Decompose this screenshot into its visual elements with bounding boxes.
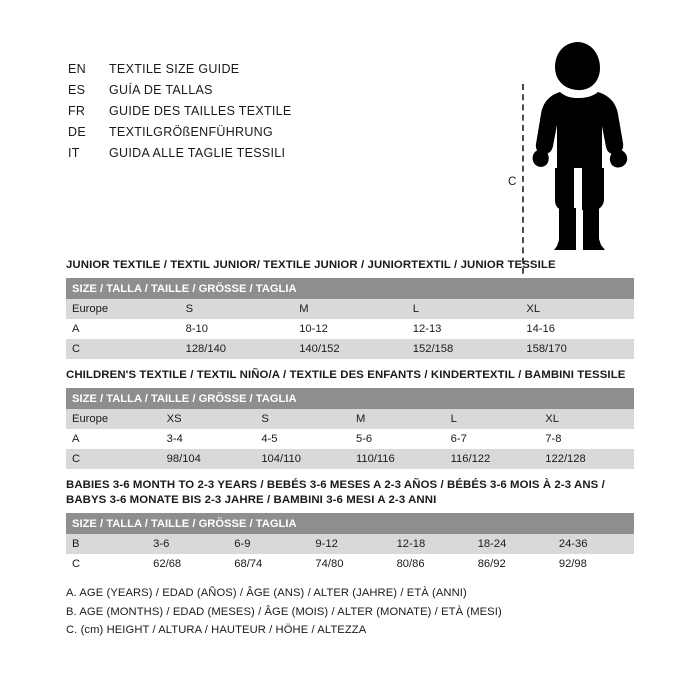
section-babies-textile: [66, 478, 634, 574]
section-children-textile: [66, 368, 634, 469]
cell: XL: [520, 299, 634, 319]
table-junior-sizes: [66, 278, 634, 359]
table-row: [66, 299, 634, 319]
legend-item-a: A. AGE (YEARS) / EDAD (AÑOS) / ÂGE (ANS) / ALTER (JAHRE) / ETÀ (ANNI): [66, 587, 467, 599]
cell: M: [350, 409, 445, 429]
cell: M: [293, 299, 407, 319]
child-silhouette-icon: [530, 40, 640, 255]
cell: 98/104: [161, 449, 256, 469]
language-text-de: TEXTILGRÖßENFÜHRUNG: [109, 125, 274, 139]
table-children-sizes: [66, 388, 634, 469]
language-text-en: TEXTILE SIZE GUIDE: [109, 62, 240, 76]
cell: 9-12: [309, 534, 390, 554]
section-junior-textile: [66, 258, 634, 359]
cell: 104/110: [255, 449, 350, 469]
cell: XL: [539, 409, 634, 429]
height-measure-label: C: [508, 176, 517, 188]
cell: 10-12: [293, 319, 407, 339]
language-code-en: EN: [68, 62, 86, 76]
row-label: B: [66, 534, 147, 554]
section-title-junior: JUNIOR TEXTILE / TEXTIL JUNIOR/ TEXTILE JUNIOR / JUNIORTEXTIL / JUNIOR TESSILE: [66, 259, 556, 271]
language-text-es: GUÍA DE TALLAS: [109, 83, 213, 97]
cell: 122/128: [539, 449, 634, 469]
table-row-header: [66, 513, 634, 534]
cell: 18-24: [472, 534, 553, 554]
language-text-fr: GUIDE DES TAILLES TEXTILE: [109, 104, 292, 118]
cell: 12-18: [391, 534, 472, 554]
legend: [66, 584, 502, 640]
language-row-de: [68, 125, 448, 146]
cell: 6-9: [228, 534, 309, 554]
language-row-es: [68, 83, 448, 104]
language-code-de: DE: [68, 125, 86, 139]
section-title-babies: BABIES 3-6 MONTH TO 2-3 YEARS / BEBÉS 3-6 MESES A 2-3 AÑOS / BÉBÉS 3-6 MOIS À 2-3 ANS / BABYS 3-6 MONATE BIS 2-3 JAHRE / BAMBINI 3-6 MESI A 2-3 ANNI: [66, 479, 605, 506]
legend-item-c: C. (cm) HEIGHT / ALTURA / HAUTEUR / HÖHE / ALTEZZA: [66, 624, 367, 636]
cell: 3-4: [161, 429, 256, 449]
cell: XS: [161, 409, 256, 429]
cell: 8-10: [180, 319, 294, 339]
table-header-label: SIZE / TALLA / TAILLE / GRÖSSE / TAGLIA: [66, 278, 634, 299]
cell: 68/74: [228, 554, 309, 574]
cell: 128/140: [180, 339, 294, 359]
cell: 5-6: [350, 429, 445, 449]
row-label: Europe: [66, 409, 161, 429]
table-header-label: SIZE / TALLA / TAILLE / GRÖSSE / TAGLIA: [66, 513, 634, 534]
table-row-header: [66, 278, 634, 299]
cell: 24-36: [553, 534, 634, 554]
language-row-fr: [68, 104, 448, 125]
table-row: [66, 409, 634, 429]
row-label: A: [66, 319, 180, 339]
cell: 3-6: [147, 534, 228, 554]
cell: 62/68: [147, 554, 228, 574]
table-row: [66, 554, 634, 574]
language-code-fr: FR: [68, 104, 86, 118]
cell: 152/158: [407, 339, 521, 359]
cell: S: [255, 409, 350, 429]
section-title-children: CHILDREN'S TEXTILE / TEXTIL NIÑO/A / TEXTILE DES ENFANTS / KINDERTEXTIL / BAMBINI TESSILE: [66, 369, 626, 381]
language-code-it: IT: [68, 146, 80, 160]
legend-item-b: B. AGE (MONTHS) / EDAD (MESES) / ÂGE (MOIS) / ALTER (MONATE) / ETÀ (MESI): [66, 605, 502, 618]
cell: L: [407, 299, 521, 319]
row-label: C: [66, 449, 161, 469]
table-row: [66, 534, 634, 554]
row-label: C: [66, 554, 147, 574]
cell: 4-5: [255, 429, 350, 449]
child-figure: [495, 40, 665, 275]
cell: 92/98: [553, 554, 634, 574]
cell: 110/116: [350, 449, 445, 469]
language-row-it: [68, 146, 448, 167]
table-row-header: [66, 388, 634, 409]
cell: 6-7: [445, 429, 540, 449]
cell: 74/80: [309, 554, 390, 574]
cell: 80/86: [391, 554, 472, 574]
language-row-en: [68, 62, 448, 83]
table-row: [66, 339, 634, 359]
cell: 86/92: [472, 554, 553, 574]
row-label: C: [66, 339, 180, 359]
language-title-list: [68, 62, 448, 167]
table-header-label: SIZE / TALLA / TAILLE / GRÖSSE / TAGLIA: [66, 388, 634, 409]
cell: S: [180, 299, 294, 319]
cell: 116/122: [445, 449, 540, 469]
cell: 158/170: [520, 339, 634, 359]
cell: 140/152: [293, 339, 407, 359]
row-label: A: [66, 429, 161, 449]
table-row: [66, 429, 634, 449]
cell: 7-8: [539, 429, 634, 449]
table-babies-sizes: [66, 513, 634, 574]
table-row: [66, 449, 634, 469]
language-text-it: GUIDA ALLE TAGLIE TESSILI: [109, 146, 286, 160]
row-label: Europe: [66, 299, 180, 319]
cell: 14-16: [520, 319, 634, 339]
cell: 12-13: [407, 319, 521, 339]
height-measure-line: [522, 84, 524, 284]
cell: L: [445, 409, 540, 429]
table-row: [66, 319, 634, 339]
language-code-es: ES: [68, 83, 86, 97]
